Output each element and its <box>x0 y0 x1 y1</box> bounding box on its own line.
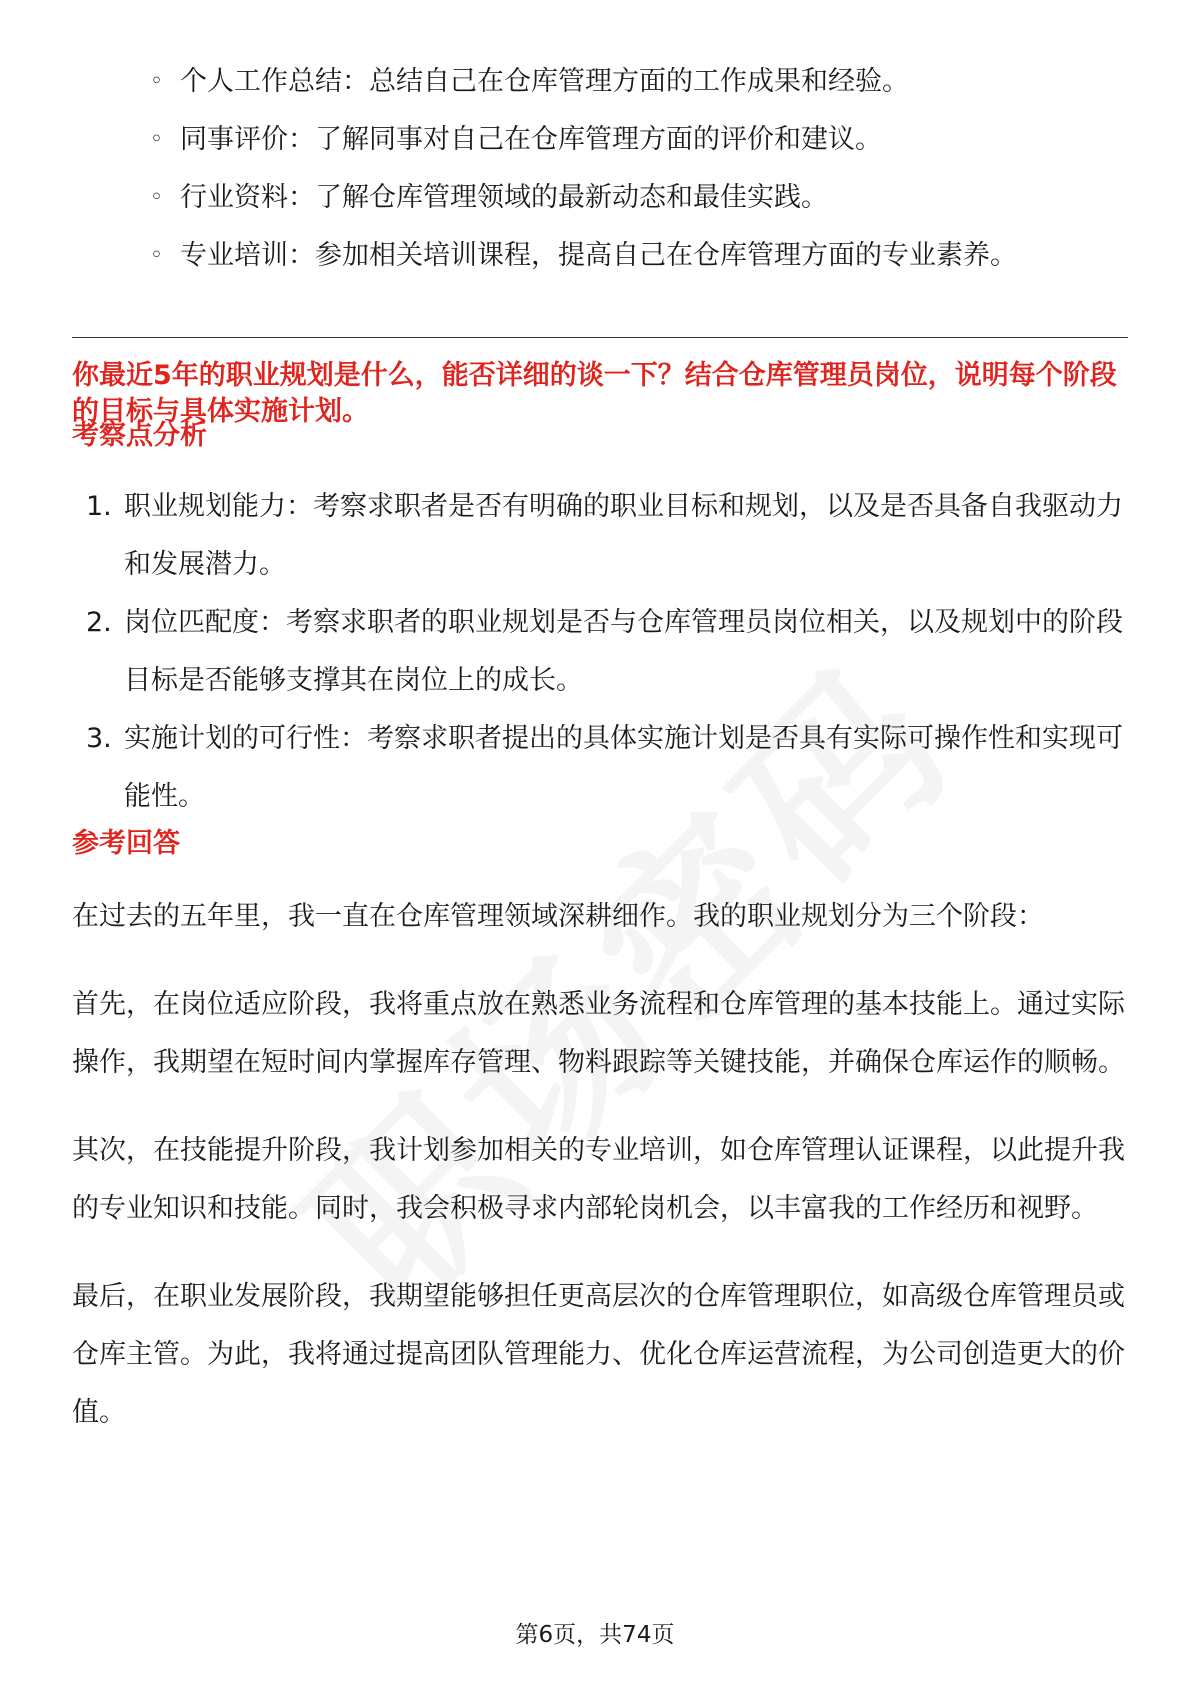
bullet-mark: ◦ <box>150 127 163 152</box>
paragraph: 首先，在岗位适应阶段，我将重点放在熟悉业务流程和仓库管理的基本技能上。通过实际操作，我期望在短时间内掌握库存管理、物料跟踪等关键技能，并确保仓库运作的顺畅。 <box>72 989 1125 1078</box>
bullet-mark: ◦ <box>150 243 163 268</box>
item-number: 3. <box>86 723 112 754</box>
list-item <box>72 478 1128 594</box>
list-item <box>72 710 1128 826</box>
item-number: 1. <box>86 491 112 522</box>
bullet-text: 同事评价：了解同事对自己在仓库管理方面的评价和建议。 <box>180 124 882 155</box>
question-heading: 你最近5年的职业规划是什么，能否详细的谈一下？结合仓库管理员岗位，说明每个阶段的目标与具体实施计划。 <box>72 360 1117 427</box>
answer-body <box>72 888 1128 1472</box>
bullet-text: 个人工作总结：总结自己在仓库管理方面的工作成果和经验。 <box>180 66 909 97</box>
page-number: 第6页，共74页 <box>515 1622 675 1648</box>
paragraph: 其次，在技能提升阶段，我计划参加相关的专业培训，如仓库管理认证课程，以此提升我的专业知识和技能。同时，我会积极寻求内部轮岗机会，以丰富我的工作经历和视野。 <box>72 1135 1125 1224</box>
bullet-mark: ◦ <box>150 185 163 210</box>
analysis-list <box>72 478 1128 826</box>
list-item <box>150 58 1110 116</box>
bullet-text: 专业培训：参加相关培训课程，提高自己在仓库管理方面的专业素养。 <box>180 240 1017 271</box>
bullet-text: 行业资料：了解仓库管理领域的最新动态和最佳实践。 <box>180 182 828 213</box>
answer-heading: 参考回答 <box>72 828 180 859</box>
list-item <box>150 116 1110 174</box>
bullet-mark: ◦ <box>150 69 163 94</box>
item-text: 岗位匹配度：考察求职者的职业规划是否与仓库管理员岗位相关，以及规划中的阶段目标是否能够支撑其在岗位上的成长。 <box>124 607 1123 696</box>
list-item <box>150 232 1110 290</box>
divider <box>72 337 1128 338</box>
paragraph: 在过去的五年里，我一直在仓库管理领域深耕细作。我的职业规划分为三个阶段： <box>72 901 1044 932</box>
list-item <box>150 174 1110 232</box>
item-text: 实施计划的可行性：考察求职者提出的具体实施计划是否具有实际可操作性和实现可能性。 <box>124 723 1123 812</box>
list-item <box>72 594 1128 710</box>
analysis-heading: 考察点分析 <box>72 420 207 451</box>
bullet-list <box>150 58 1110 290</box>
paragraph: 最后，在职业发展阶段，我期望能够担任更高层次的仓库管理职位，如高级仓库管理员或仓库主管。为此，我将通过提高团队管理能力、优化仓库运营流程，为公司创造更大的价值。 <box>72 1281 1125 1428</box>
item-number: 2. <box>86 607 112 638</box>
item-text: 职业规划能力：考察求职者是否有明确的职业目标和规划，以及是否具备自我驱动力和发展潜力。 <box>124 491 1123 580</box>
